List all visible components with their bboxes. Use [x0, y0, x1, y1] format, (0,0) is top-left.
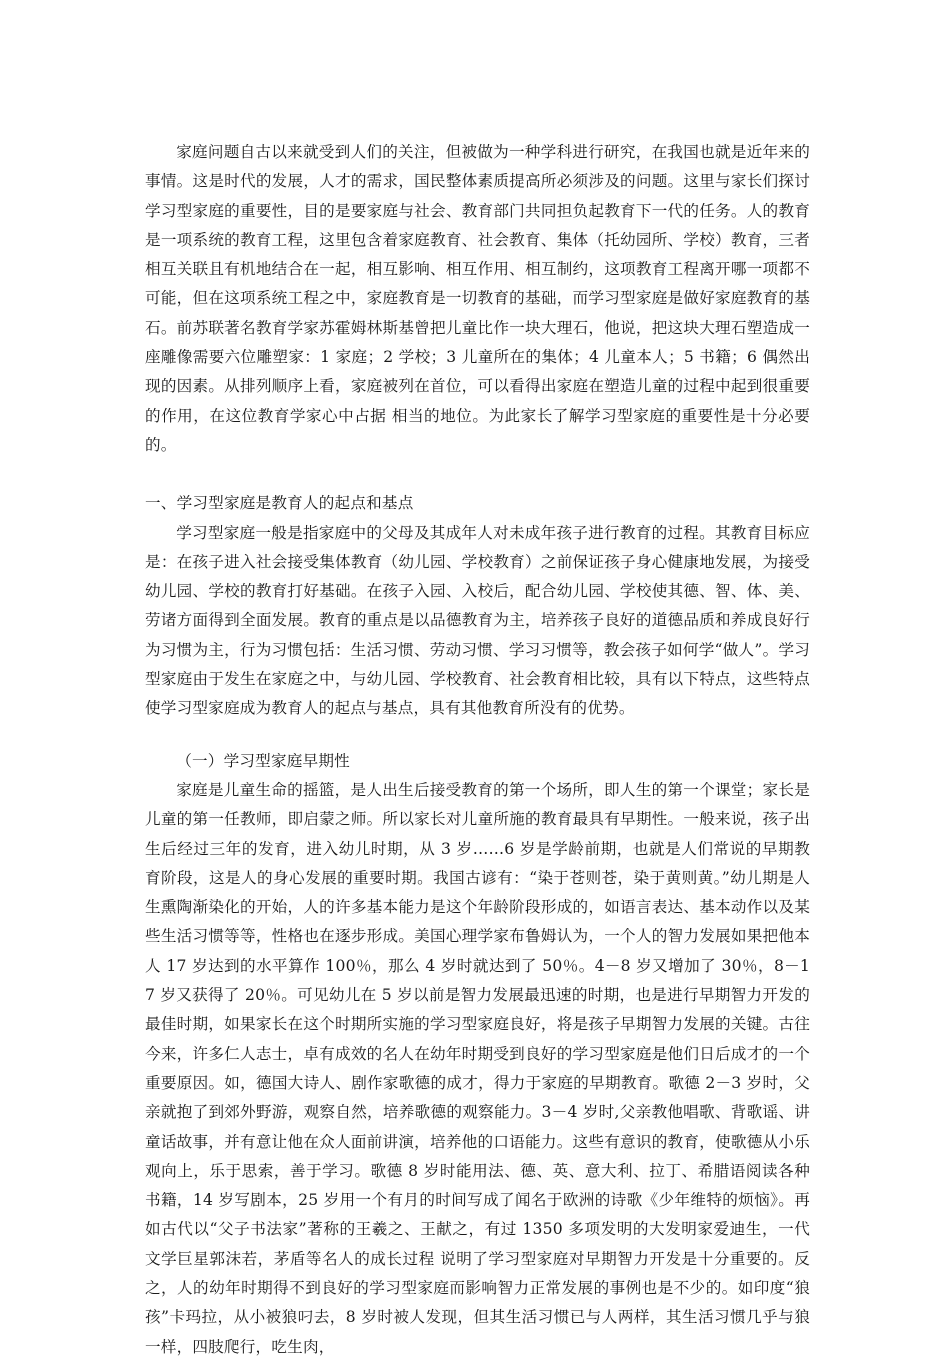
paragraph-spacer — [145, 460, 810, 489]
section-paragraph: 学习型家庭一般是指家庭中的父母及其成年人对未成年孩子进行教育的过程。其教育目标应是：在孩子进入社会接受集体教育（幼儿园、学校教育）之前保证孩子身心健康地发展，为接受幼儿园、学校的教育打好基础。在孩子入园、入校后，配合幼儿园、学校使其德、智、体、美、劳诸方面得到全面发展。教育的重点是以品德教育为主，培养孩子良好的道德品质和养成良好行为习惯为主，行为习惯包括：生活习惯、劳动习惯、学习习惯等，教会孩子如何学“做人”。学习型家庭由于发生在家庭之中，与幼儿园、学校教育、社会教育相比较，具有以下特点，这些特点使学习型家庭成为教育人的起点与基点，具有其他教育所没有的优势。 — [145, 523, 810, 718]
intro-paragraph: 家庭问题自古以来就受到人们的关注，但被做为一种学科进行研究，在我国也就是近年来的事情。这是时代的发展，人才的需求，国民整体素质提高所必须涉及的问题。这里与家长们探讨学习型家庭的重要性，目的是要家庭与社会、教育部门共同担负起教育下一代的任务。人的教育是一项系统的教育工程，这里包含着家庭教育、社会教育、集体（托幼园所、学校）教育，三者相互关联且有机地结合在一起，相互影响、相互作用、相互制约，这项教育工程离开哪一项都不可能，但在这项系统工程之中，家庭教育是一切教育的基础，而学习型家庭是做好家庭教育的基石。前苏联著名教育学家苏霍姆林斯基曾把儿童比作一块大理石，他说，把这块大理石塑造成一座雕像需要六位雕塑家：1 家庭；2 学校；3 儿童所在的集体；4 儿童本人；5 书籍；6 偶然出现的因素。从排列顺序上看，家庭被列在首位，可以看得出家庭在塑造儿童的过程中起到很重要的作用，在这位教育学家心中占据 相当的地位。为此家长了解学习型家庭的重要性是十分必要的。 — [145, 143, 810, 454]
paragraph-spacer — [145, 724, 810, 747]
subsection-paragraph: 家庭是儿童生命的摇篮，是人出生后接受教育的第一个场所，即人生的第一个课堂；家长是儿童的第一任教师，即启蒙之师。所以家长对儿童所施的教育最具有早期性。一般来说，孩子出生后经过三年的发育，进入幼儿时期，从 3 岁……6 岁是学龄前期，也就是人们常说的早期教育阶段，这是人的身心发展的重要时期。我国古谚有：“染于苍则苍，染于黄则黄。”幼儿期是人生熏陶渐染化的开始，人的许多基本能力是这个年龄阶段形成的，如语言表达、基本动作以及某些生活习惯等等，性格也在逐步形成。美国心理学家布鲁姆认为，一个人的智力发展如果把他本人 17 岁达到的水平算作 100％，那么 4 岁时就达到了 50％。4－8 岁又增加了 30％，8－17 岁又获得了 20％。可见幼儿在 5 岁以前是智力发展最迅速的时期，也是进行早期智力开发的最佳时期，如果家长在这个时期所实施的学习型家庭良好，将是孩子早期智力发展的关键。古往今来，许多仁人志士，卓有成效的名人在幼年时期受到良好的学习型家庭是他们日后成才的一个重要原因。如，德国大诗人、剧作家歌德的成才，得力于家庭的早期教育。歌德 2－3 岁时，父亲就抱了到郊外野游，观察自然，培养歌德的观察能力。3－4 岁时,父亲教他唱歌、背歌谣、讲童话故事，并有意让他在众人面前讲演，培养他的口语能力。这些有意识的教育，使歌德从小乐观向上，乐于思索，善于学习。歌德 8 岁时能用法、德、英、意大利、拉丁、希腊语阅读各种书籍，14 岁写剧本，25 岁用一个有月的时间写成了闻名于欧洲的诗歌《少年维特的烦恼》。再如古代以“父子书法家”著称的王羲之、王献之，有过 1350 多项发明的大发明家爱迪生，一代文学巨星郭沫若，茅盾等名人的成长过程 说明了学习型家庭对早期智力开发是十分重要的。反之，人的幼年时期得不到良好的学习型家庭而影响智力正常发展的事例也是不少的。如印度“狼孩”卡玛拉，从小被狼叼去，8 岁时被人发现，但其生活习惯已与人两样，其生活习惯几乎与狼一样，四肢爬行，吃生肉， — [145, 780, 810, 1356]
section-heading: 一、学习型家庭是教育人的起点和基点 — [145, 494, 414, 513]
document-body — [145, 138, 810, 1362]
subsection-heading: （一）学习型家庭早期性 — [176, 751, 350, 770]
